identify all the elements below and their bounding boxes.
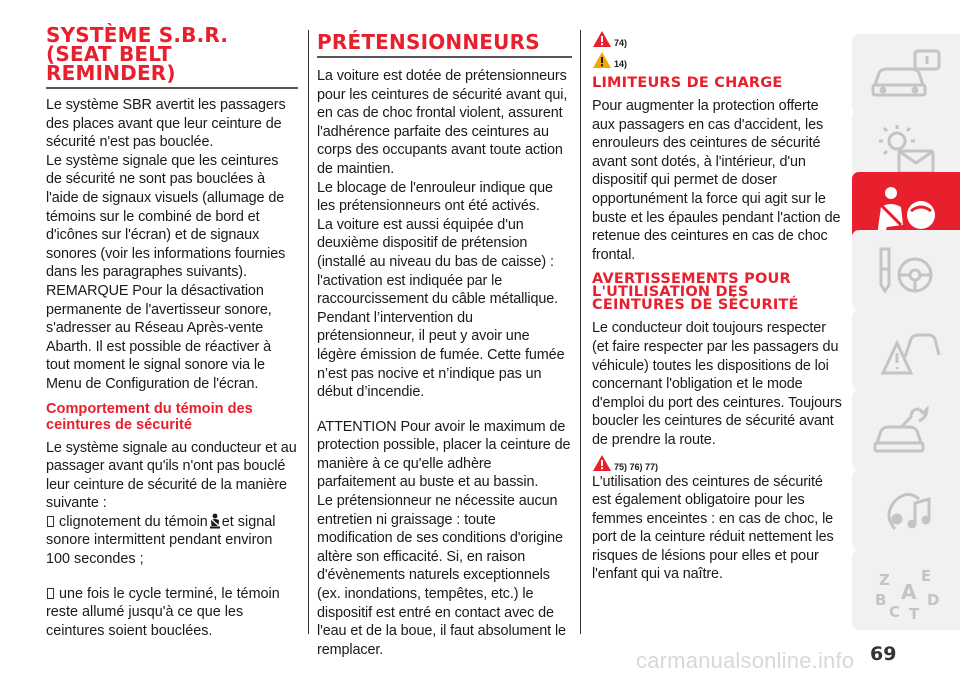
car-info-icon bbox=[867, 43, 945, 105]
warning-triangle-icon bbox=[592, 454, 612, 472]
sbr-paragraph-4: Le système signale au conducteur et au passager avant qu'ils n'ont pas bouclé leur ceinture de sécurité de la manière suivante : bbox=[46, 439, 297, 512]
tab-starting-driving[interactable] bbox=[852, 230, 960, 310]
section-title-load-limiters: LIMITEURS DE CHARGE bbox=[592, 75, 783, 91]
tab-maintenance[interactable] bbox=[852, 390, 960, 470]
warning-reference: 74) bbox=[592, 28, 842, 48]
bullet-box-icon bbox=[47, 588, 54, 599]
bullet-item-2: une fois le cycle terminé, le témoin reste allumé jusqu'à ce que les ceintures soient bouclées. bbox=[46, 585, 280, 639]
warning-triangle-car-icon bbox=[867, 319, 945, 381]
svg-text:B: B bbox=[875, 591, 887, 609]
tab-multimedia[interactable] bbox=[852, 470, 960, 550]
title-rule bbox=[46, 87, 298, 89]
wrench-car-icon bbox=[867, 399, 945, 461]
sbr-paragraph-3: REMARQUE Pour la désactivation permanente de l'avertisseur sonore, s'adresser au Réseau Après-vente Abarth. Il est possible de réactiver à tout moment le signal sonore via le Menu de Configuration de l'écran. bbox=[46, 282, 272, 392]
sbr-paragraph-2: Le système signale que les ceintures de sécurité ne sont pas bouclées à l'aide de signaux visuels (allumage de témoins sur le combiné de bord et d'icônes sur l'écran) et de signaux sonores (voir les informations fournies dans les paragraphes suivants). bbox=[46, 152, 286, 281]
pretension-paragraph-4: Pendant l’intervention du prétensionneur, il peut y avoir une légère émission de fumée. Cette fumée n’est pas nocive et n’indique pas un début d’incendie. bbox=[317, 309, 565, 401]
caution-reference: 14) bbox=[592, 49, 842, 69]
pretension-paragraph-6: Le prétensionneur ne nécessite aucun entretien ni graissage : toute modification de ses conditions d'origine altère son efficacité. Si, en raison d'évènements naturels exceptionnels (ex. inondations, tempêtes, etc.) le dispositif est entré en contact avec de l'eau et de la boue, il faut absolument le remplacer. bbox=[317, 493, 566, 658]
svg-text:C: C bbox=[889, 603, 901, 621]
column-pretensioners bbox=[317, 26, 572, 659]
svg-text:Z: Z bbox=[879, 571, 890, 589]
warning-triangle-icon bbox=[592, 30, 612, 48]
title-rule bbox=[317, 56, 572, 58]
sbr-paragraph-1: Le système SBR avertit les passagers des places avant que leur ceinture de sécurité n'est pas bouclée. bbox=[46, 97, 286, 151]
pretension-paragraph-3: La voiture est aussi équipée d'un deuxième dispositif de prétension (installé au niveau du bas de caisse) : l'activation est indiquée par le raccourcissement du câble métallique. bbox=[317, 216, 559, 308]
warnings-paragraph-2: L'utilisation des ceintures de sécurité est également obligatoire pour les femmes enceintes : en cas de choc, le port de la ceinture réduit nettement les risques de lésions pour elles et pour l'enfant qui va naître. bbox=[592, 473, 834, 583]
subsection-title-witness: Comportement du témoin des ceintures de sécurité bbox=[46, 400, 253, 433]
pretension-attention: ATTENTION Pour avoir le maximum de protection possible, placer la ceinture de manière à ce qu'elle adhère parfaitement au buste et au bassin. bbox=[317, 418, 571, 491]
tab-car-info[interactable] bbox=[852, 34, 960, 114]
section-title-warnings: AVERTISSEMENTS POUR L'UTILISATION DES CEINTURES DE SÉCURITÉ bbox=[592, 271, 799, 314]
svg-text:E: E bbox=[921, 567, 932, 585]
alphabet-index-icon bbox=[867, 559, 945, 621]
svg-text:A: A bbox=[901, 580, 917, 604]
section-title-pretensioners: PRÉTENSIONNEURS bbox=[317, 30, 540, 54]
pretension-paragraph-1: La voiture est dotée de prétensionneurs pour les ceintures de sécurité avant qui, en cas de choc frontal violent, assurent l'adhérence parfaite des ceintures au corps des occupants avant toute action de maintien. bbox=[317, 68, 568, 177]
tab-emergency[interactable] bbox=[852, 310, 960, 390]
pretension-paragraph-2: Le blocage de l'enrouleur indique que les prétensionneurs ont été activés. bbox=[317, 179, 553, 215]
svg-text:T: T bbox=[909, 605, 920, 621]
limiters-paragraph: Pour augmenter la protection offerte aux passagers en cas d'accident, les enrouleurs des ceintures de sécurité avant sont dotés, à l'intérieur, d'un dispositif qui permet de doser opportunément la force qui agit sur le buste et les épaules pendant l'action de retenue des ceintures en cas de choc frontal. bbox=[592, 98, 841, 263]
caution-triangle-icon bbox=[592, 51, 612, 69]
warning-reference: 75) 76) 77) bbox=[592, 452, 842, 472]
column-divider bbox=[308, 30, 309, 634]
bullet-box-icon bbox=[47, 516, 54, 527]
section-title-sbr: SYSTÈME S.B.R. (SEAT BELT REMINDER) bbox=[46, 23, 229, 85]
bullet-item-1: clignotement du témoin et signal sonore intermittent pendant environ 100 secondes ; bbox=[46, 513, 276, 568]
column-sbr bbox=[46, 23, 298, 640]
svg-text:D: D bbox=[927, 591, 940, 609]
column-load-limiters bbox=[592, 28, 842, 584]
watermark: carmanualsonline.info bbox=[636, 648, 855, 673]
multimedia-icon bbox=[867, 479, 945, 541]
seatbelt-warning-icon bbox=[208, 513, 222, 529]
key-steering-icon bbox=[867, 239, 945, 301]
warnings-paragraph-1: Le conducteur doit toujours respecter (et faire respecter par les passagers du véhicule) toutes les dispositions de loi concernant l'obligation et le mode d'emploi du port des ceintures. Toujours boucler les ceintures de sécurité avant de prendre la route. bbox=[592, 320, 842, 448]
column-divider bbox=[580, 30, 581, 634]
tab-index[interactable] bbox=[852, 550, 960, 630]
page-number: 69 bbox=[870, 643, 897, 665]
